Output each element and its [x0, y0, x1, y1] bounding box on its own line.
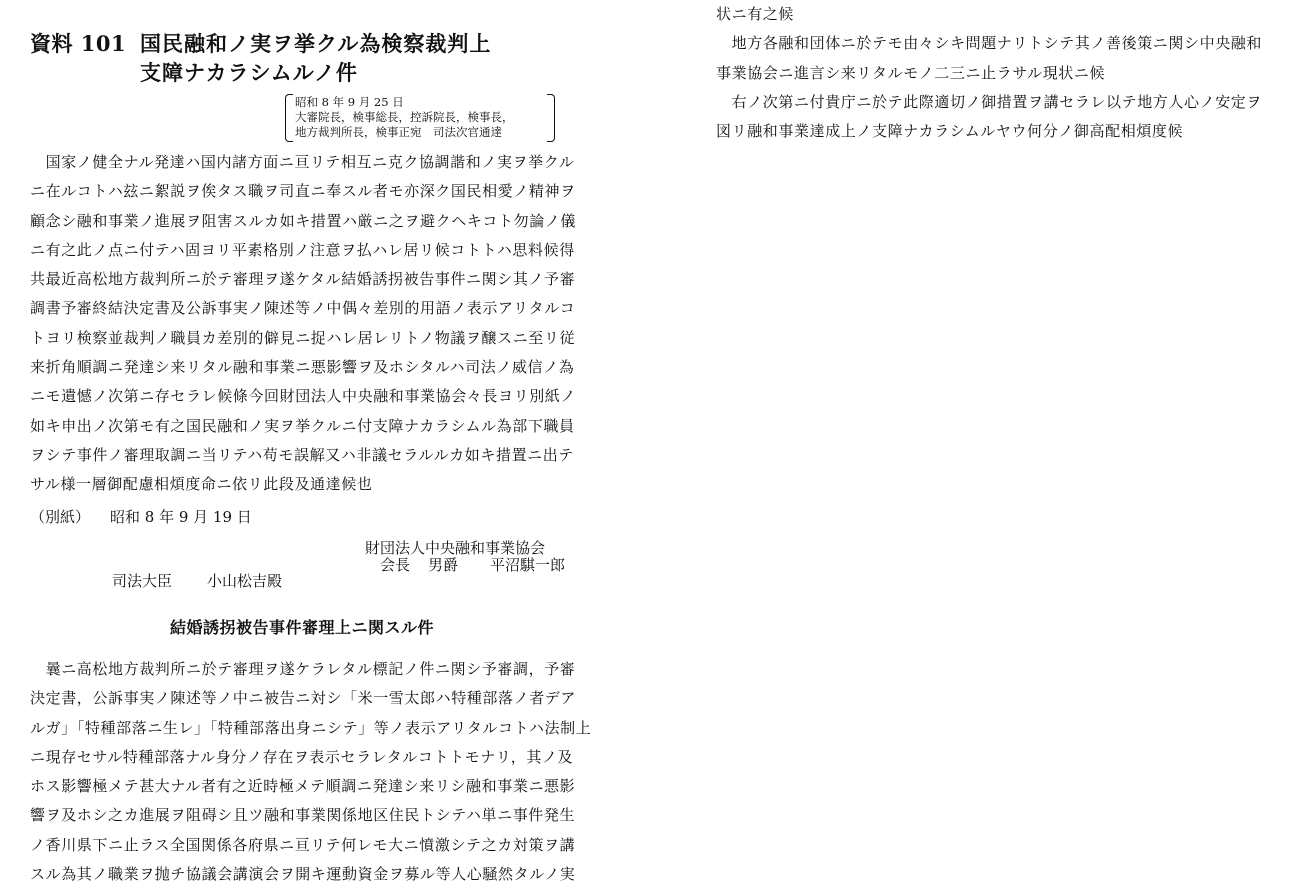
title-line-2: 支障ナカラシムルノ件 — [140, 60, 358, 85]
annex-line — [30, 506, 252, 527]
text-line: ニ在ルコトハ玆ニ絮説ヲ俟タス職ヲ司直ニ奉スル者モ亦深ク国民相愛ノ精神ヲ — [30, 182, 576, 201]
notice-box — [285, 94, 555, 142]
main-paragraph — [30, 148, 595, 500]
text-line: ノ香川県下ニ止ラス全国関係各府県ニ亘リテ何レモ大ニ憤激シテ之カ対策ヲ講 — [30, 835, 576, 854]
text-line: ルガ」「特種部落ニ生レ」「特種部落出身ニシテ」等ノ表示アリタルコトハ法制上 — [30, 718, 592, 737]
text-line: 国家ノ健全ナル発達ハ国内諸方面ニ亘リテ相互ニ克ク協調諧和ノ実ヲ挙クル — [30, 153, 575, 171]
left-column — [30, 28, 595, 884]
sender-organization: 財団法人中央融和事業協会 — [365, 539, 546, 557]
sender-role: 会長 — [380, 556, 411, 574]
text-line: ニモ遺憾ノ次第ニ存セラレ候條今回財団法人中央融和事業協会々長ヨリ別紙ノ — [30, 387, 577, 406]
right-bracket — [547, 94, 555, 142]
notice-issuer: 地方裁判所長，検事正宛 司法次官通達 — [295, 125, 502, 139]
text-line: 地方各融和団体ニ於テモ由々シキ問題ナリトシテ其ノ善後策ニ関シ中央融和 — [716, 34, 1263, 53]
notice-date: 昭和 8 年 9 月 25 日 — [295, 95, 404, 109]
annex-subtitle: 結婚誘拐被告事件審理上ニ関スル件 — [170, 618, 435, 637]
sender-signature — [380, 554, 565, 575]
addressee-name: 小山松吉殿 — [207, 572, 283, 590]
text-line: 事業協会ニ進言シ来リタルモノ二三ニ止ラサル現状ニ候 — [716, 63, 1106, 82]
text-line: 決定書，公訴事実ノ陳述等ノ中ニ被告ニ対シ「米一雪太郎ハ特種部落ノ者デア — [30, 689, 577, 708]
left-bracket — [285, 94, 293, 142]
text-line: スル為其ノ職業ヲ抛チ協議会講演会ヲ開キ運動資金ヲ募ル等人心騒然タルノ実 — [30, 865, 576, 884]
document-number: 資料 101 — [30, 31, 127, 56]
text-line: 顧念シ融和事業ノ進展ヲ阻害スルカ如キ措置ハ厳ニ之ヲ避クヘキコト勿論ノ儀 — [30, 211, 577, 230]
text-line: 図リ融和事業達成上ノ支障ナカラシムルヤウ何分ノ御高配相煩度候 — [716, 122, 1184, 141]
document-title — [30, 28, 595, 86]
addressee — [112, 570, 282, 591]
text-line: 右ノ次第ニ付貴庁ニ於テ此際適切ノ御措置ヲ講セラレ以テ地方人心ノ安定ヲ — [716, 92, 1263, 111]
sender-name: 平沼騏一郎 — [490, 556, 566, 574]
text-line: ヲシテ事件ノ審理取調ニ当リテハ苟モ誤解又ハ非議セラルルカ如キ措置ニ出テ — [30, 445, 574, 464]
annex-date: 昭和 8 年 9 月 19 日 — [110, 508, 252, 526]
sender-rank: 男爵 — [428, 556, 459, 574]
text-line: サル様一層御配慮相煩度命ニ依リ此段及通達候也 — [30, 475, 373, 494]
text-line: 状ニ有之候 — [716, 5, 795, 23]
text-line: トヨリ検察並裁判ノ職員カ差別的僻見ニ捉ハレ居レリトノ物議ヲ醸スニ至リ従 — [30, 328, 576, 347]
text-line: 如キ申出ノ次第モ有之国民融和ノ実ヲ挙クルニ付支障ナカラシムル為部下職員 — [30, 416, 575, 435]
text-line: 来折角順調ニ発達シ来リタル融和事業ニ悪影響ヲ及ホシタルハ司法ノ威信ノ為 — [30, 358, 575, 377]
notice-recipients: 大審院長，検事総長，控訴院長，検事長， — [295, 110, 514, 124]
text-line: ニ有之此ノ点ニ付テハ固ヨリ平素格別ノ注意ヲ払ハレ居リ候コトトハ思料候得 — [30, 240, 575, 259]
annex-label: （別紙） — [30, 508, 91, 526]
text-line: ニ現存セサル特種部落ナル身分ノ存在ヲ表示セラレタルコトトモナリ，其ノ及 — [30, 747, 574, 766]
title-line-1: 国民融和ノ実ヲ挙クル為検察裁判上 — [140, 31, 492, 56]
text-line: 曩ニ高松地方裁判所ニ於テ審理ヲ遂ケラレタル標記ノ件ニ関シ予審調，予審 — [30, 660, 576, 678]
addressee-title: 司法大臣 — [112, 572, 173, 590]
text-line: ホス影響極メテ甚大ナル者有之近時極メテ順調ニ発達シ来リシ融和事業ニ悪影 — [30, 777, 576, 796]
text-line: 響ヲ及ホシ之カ進展ヲ阻碍シ且ツ融和事業関係地区住民トシテハ単ニ事件発生 — [30, 806, 576, 825]
continued-paragraph — [716, 0, 1286, 146]
text-line: 共最近高松地方裁判所ニ於テ審理ヲ遂ケタル結婚誘拐被告事件ニ関シ其ノ予審 — [30, 270, 576, 289]
text-line: 調書予審終結決定書及公訴事実ノ陳述等ノ中偶々差別的用語ノ表示アリタルコ — [30, 299, 576, 318]
annex-paragraph — [30, 655, 595, 889]
